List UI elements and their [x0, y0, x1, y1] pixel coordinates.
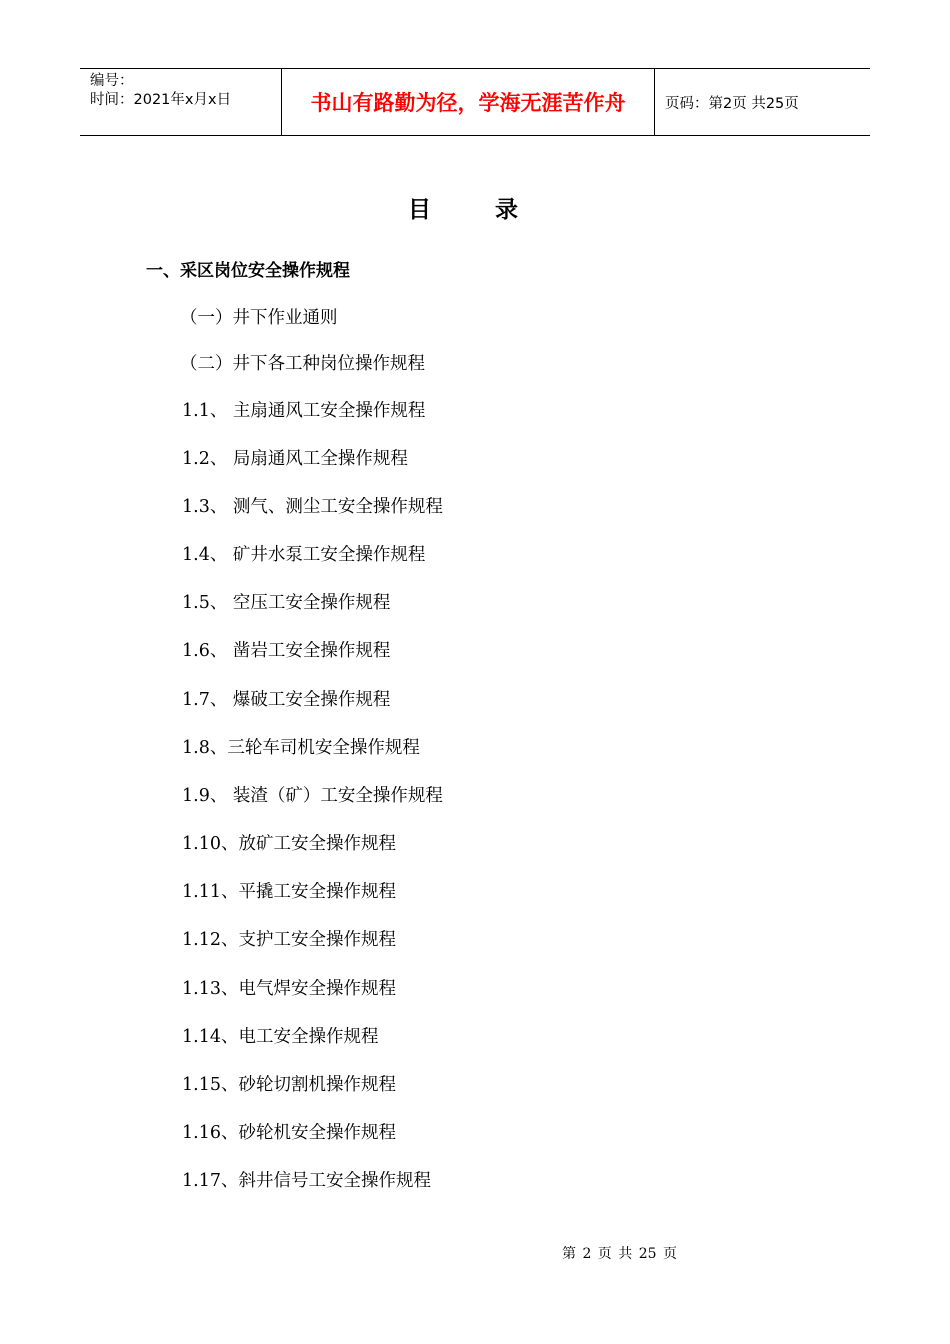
toc-item: 1.11、平撬工安全操作规程 [182, 882, 396, 902]
toc-item: 1.3、 测气、测尘工安全操作规程 [182, 497, 443, 517]
document-title: 目 录 [407, 197, 546, 223]
toc-item: 1.7、 爆破工安全操作规程 [182, 690, 391, 710]
toc-item: 1.1、 主扇通风工安全操作规程 [182, 401, 426, 421]
toc-item: 1.16、砂轮机安全操作规程 [182, 1123, 396, 1143]
toc-item: （一）井下作业通则 [180, 308, 338, 328]
toc-item: 1.6、 凿岩工安全操作规程 [182, 641, 391, 661]
toc-item: 1.17、斜井信号工安全操作规程 [182, 1171, 431, 1191]
toc-item: 1.2、 局扇通风工全操作规程 [182, 449, 408, 469]
toc-item: 1.12、支护工安全操作规程 [182, 930, 396, 950]
toc-item: 1.15、砂轮切割机操作规程 [182, 1075, 396, 1095]
page-footer: 第 2 页 共 25 页 [562, 1246, 677, 1262]
page-header-table [80, 68, 870, 136]
header-page-info: 页码：第2页 共25页 [665, 95, 799, 112]
toc-item: 1.8、三轮车司机安全操作规程 [182, 738, 420, 758]
toc-item: 1.5、 空压工安全操作规程 [182, 593, 391, 613]
toc-item: 1.10、放矿工安全操作规程 [182, 834, 396, 854]
toc-item: 1.4、 矿井水泵工安全操作规程 [182, 545, 426, 565]
header-motto: 书山有路勤为径，学海无涯苦作舟 [282, 69, 655, 135]
document-number-label: 编号： [90, 73, 134, 89]
toc-item: （二）井下各工种岗位操作规程 [180, 354, 425, 374]
header-meta-cell [80, 69, 282, 135]
toc-item: 1.13、电气焊安全操作规程 [182, 979, 396, 999]
toc-item: 1.14、电工安全操作规程 [182, 1027, 379, 1047]
document-time-label: 时间：2021年x月x日 [90, 92, 232, 108]
section-heading: 一、采区岗位安全操作规程 [146, 261, 350, 281]
toc-item: 1.9、 装渣（矿）工安全操作规程 [182, 786, 443, 806]
